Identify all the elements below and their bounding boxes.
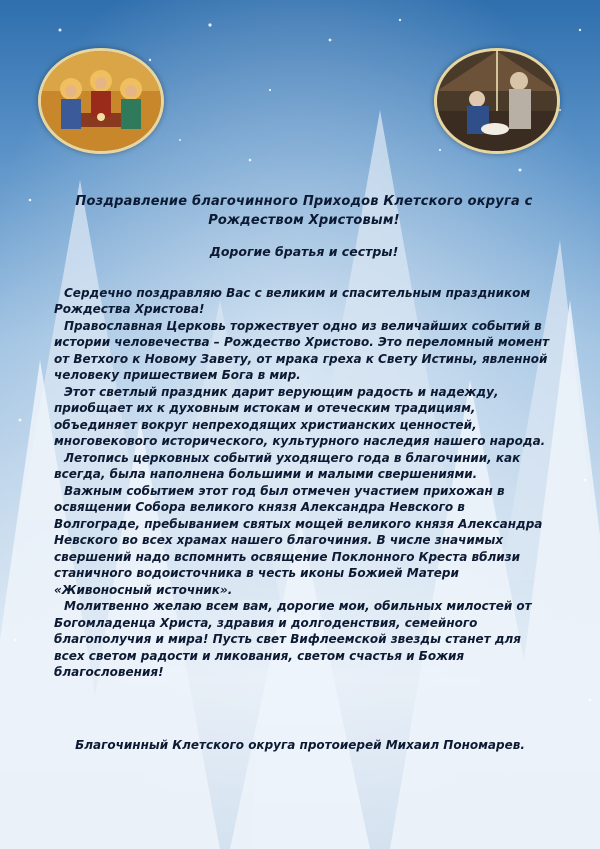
- nativity-icon: [434, 48, 560, 154]
- trinity-icon: [38, 48, 164, 154]
- paragraph-4: Летопись церковных событий уходящего года в благочинии, как всегда, была наполнена большими и малыми свершениями.: [54, 450, 521, 481]
- paragraph-3: Этот светлый праздник дарит верующим радость и надежду, приобщает их к духовным истокам и отеческим традициям, объединяет вокруг непреходящих христианских ценностей, многовекового исторического, культурного наследия нашего народа.: [54, 384, 546, 448]
- paragraph-1: Сердечно поздравляю Вас с великим и спасительным праздником Рождества Христова!: [54, 285, 531, 316]
- paragraph-2: Православная Церковь торжествует одно из величайших событий в истории человечества – Рождество Христово. Это переломный момент от Ветхого к Новому Завету, от мрака греха к Свету Истины, явленной человеку пришествием Бога в мир.: [54, 318, 550, 382]
- title-line-1: Поздравление благочинного Приходов Клетского округа с: [75, 194, 533, 209]
- greeting: Дорогие братья и сестры!: [209, 244, 399, 259]
- letter-title: [54, 192, 554, 230]
- letter-body: [54, 192, 554, 681]
- paragraph-6: Молитвенно желаю всем вам, дорогие мои, обильных милостей от Богомладенца Христа, здравия и долгоденствия, семейного благополучия и мира! Пусть свет Вифлеемской звезды станет для всех светом радости и ликования, светом счастья и Божия благословения!: [54, 599, 532, 679]
- title-line-2: Рождеством Христовым!: [208, 213, 400, 228]
- signature: Благочинный Клетского округа протоиерей Михаил Пономарев.: [75, 738, 525, 752]
- paragraph-5: Важным событием этот год был отмечен участием прихожан в освящении Собора великого князя Александра Невского в Волгограде, пребыванием святых мощей великого князя Александра Невского во всех храмах нашего благочиния. В числе значимых свершений надо вспомнить освящение Поклонного Креста вблизи станичного водоисточника в честь иконы Божией Матери «Живоносный источник».: [54, 483, 543, 597]
